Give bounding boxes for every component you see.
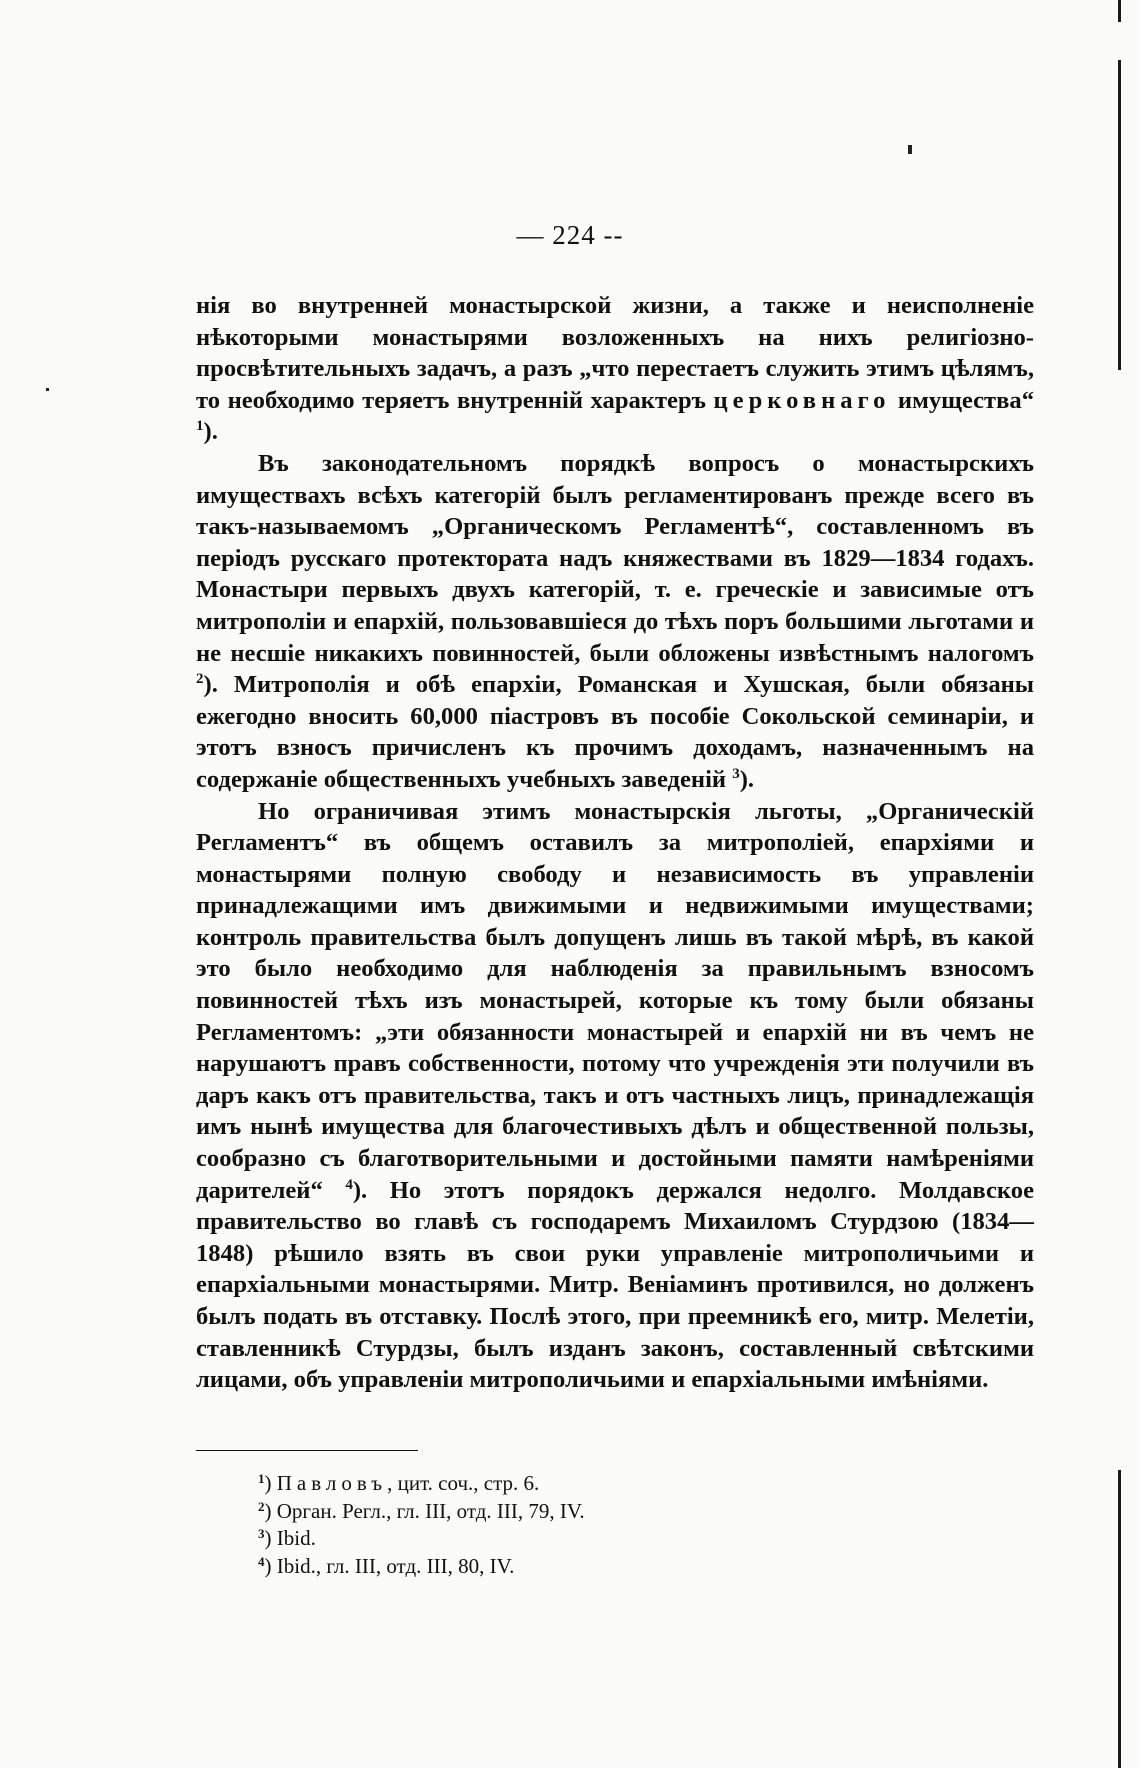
text-run: Въ законодательномъ порядкѣ вопросъ о монастырскихъ имуществахъ всѣхъ категорій былъ регламентированъ прежде всего въ такъ-называемомъ „Органическомъ Регламентѣ“, составленномъ въ періодъ русскаго протектората надъ княжествами въ 1829—1834 годахъ. Монастыри первыхъ двухъ категорій, т. е. греческіе и зависимые отъ митрополіи и епархій, пользовавшіеся до тѣхъ поръ большими льготами и не несшіе никакихъ повинностей, были обложены извѣстнымъ налогомъ [196,449,1034,667]
footnote-paren: ) [264,1471,277,1495]
text-run: ). Но этотъ порядокъ держался недолго. Молдавское правительство во главѣ съ господаремъ Михаиломъ Стурдзою (1834—1848) рѣшило взять въ свои руки управленіе митрополичьими и епархіальными монастырями. Митр. Веніаминъ противился, но долженъ былъ подать въ отставку. Послѣ этого, при преемникѣ его, митр. Мелетіи, ставленникѣ Стурдзы, былъ изданъ законъ, составленный свѣтскими лицами, объ управленіи митрополичьими и епархіальными имѣніями. [196,1176,1034,1394]
text-run: Ibid., гл. III, отд. III, 80, IV. [276,1553,515,1578]
footnote-paren: ) [264,1498,277,1523]
body-text [196,290,1034,1396]
text-run: ). [739,765,755,793]
footnote [258,1498,858,1526]
footnotes [258,1470,858,1580]
text-run: Орган. Регл., гл. III, отд. III, 79, IV. [276,1498,585,1523]
scan-edge-line [1118,1470,1121,1768]
footnote-rule [196,1450,418,1451]
footnote-ref: 3 [732,765,740,782]
footnote-mark: 4 [258,1553,265,1569]
spaced-text: Павловъ [276,1471,388,1495]
paragraph [196,448,1034,796]
paragraph [196,796,1034,1396]
text-run: ). Митрополія и обѣ епархіи, Романская и Хушская, были обязаны ежегодно вносить 60,000 піастровъ въ пособіе Сокольской семинаріи, и этотъ взносъ причисленъ къ прочимъ доходамъ, назначеннымъ на содержаніе общественныхъ учебныхъ заведеній [196,671,1034,793]
footnote-mark: 2 [258,1498,265,1514]
footnote-ref: 1 [196,418,204,435]
footnote [258,1553,858,1581]
scan-edge-line [1118,60,1121,370]
paragraph [196,290,1034,448]
text-run: Но ограничивая этимъ монастырскія льготы, „Органическій Регламентъ“ въ общемъ оставилъ за митрополіей, епархіями и монастырями полную свободу и независимость въ управленіи принадлежащими имъ движимыми и недвижимыми имуществами; контроль правительства былъ допущенъ лишь въ такой мѣрѣ, въ какой это было необходимо для наблюденія за правильнымъ взносомъ повинностей тѣхъ изъ монастырей, которые къ тому были обязаны Регламентомъ: „эти обязанности монастырей и епархій ни въ чемъ не нарушаютъ правъ собственности, потому что учрежденія эти получили въ даръ какъ отъ правительства, такъ и отъ частныхъ лицъ, принадлежащія имъ нынѣ имущества для благочестивыхъ дѣлъ и общественной пользы, сообразно съ благотворительными и достойными памяти намѣреніями дарителей“ [196,797,1034,1204]
text-run: , цит. соч., стр. 6. [387,1471,540,1495]
scan-speck [46,388,49,391]
footnote-paren: ) [264,1553,277,1578]
page-number: — 224 -- [516,220,624,250]
text-run: ). [203,418,218,446]
scan-edge-line [1118,0,1121,22]
footnote-mark: 1 [258,1471,265,1486]
text-run: нія во внутренней монастырской жизни, а также и неисполненіе нѣкоторыми монастырями возложенныхъ на нихъ религіозно-просвѣтительныхъ задачъ, а разъ „что перестаетъ служить этимъ цѣлямъ, то необходимо теряетъ внутренній характеръ [196,292,1034,414]
text-run: Ibid. [276,1526,316,1550]
text-run: имущества“ [890,386,1034,414]
footnote-ref: 2 [196,671,204,688]
spaced-text: церковнаго [713,386,891,414]
footnote [258,1470,858,1498]
footnote-mark: 3 [258,1526,265,1541]
footnote [258,1525,858,1553]
footnote-ref: 4 [345,1176,353,1193]
scan-speck [908,145,912,154]
footnote-paren: ) [264,1526,277,1550]
